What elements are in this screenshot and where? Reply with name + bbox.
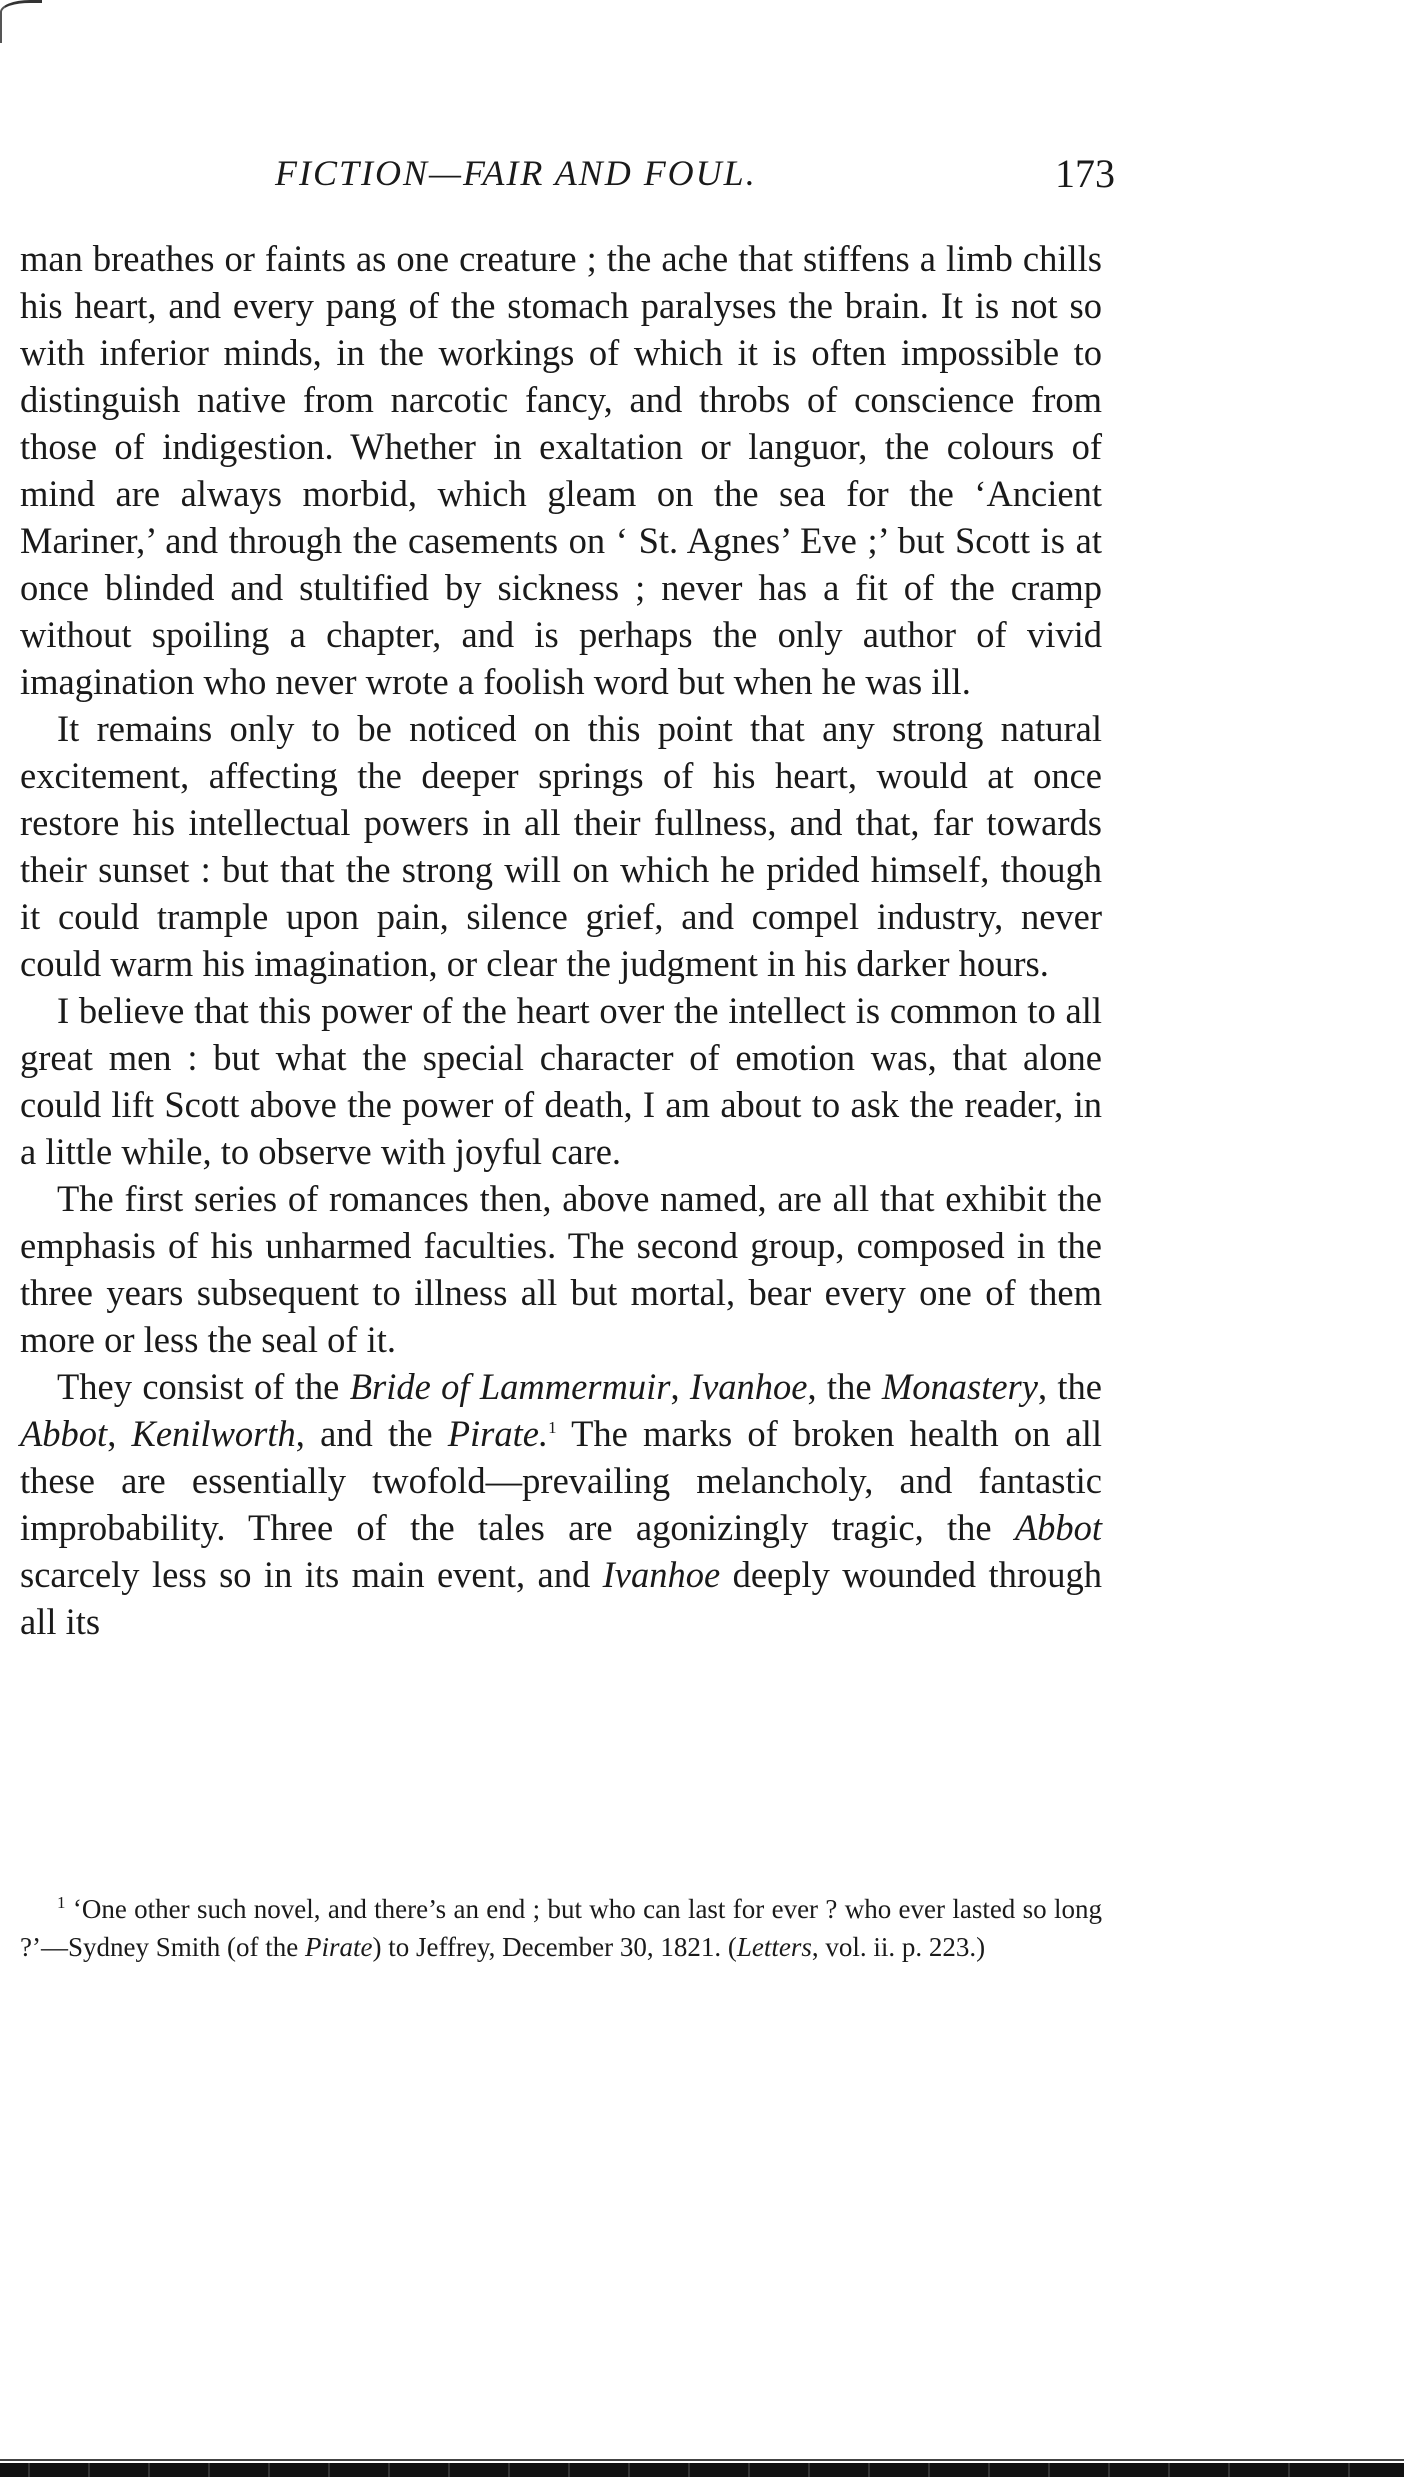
text-span: deeply wounded through all its	[20, 1554, 1102, 1642]
italic-title: Pirate	[304, 1932, 373, 1962]
paragraph-2: It remains only to be noticed on this point that any strong natural excitement, affecting the deeper springs of his heart, would at once restore his intellectual powers in all their fullness, and that, far towards their sunset : but that the strong will on which he prided himself, though it could trample upon pain, silence grief, and compel industry, never could warm his imagination, or clear the judgment in his darker hours.	[20, 708, 1102, 984]
text-span: ,	[670, 1366, 690, 1407]
bottom-edge-border	[0, 2463, 1404, 2477]
paragraph-4: The first series of romances then, above named, are all that exhibit the emphasis of his unharmed faculties. The second group, composed in the three years subsequent to illness all but mortal, bear every one of them more or less the seal of it.	[20, 1178, 1102, 1360]
italic-title: Letters	[736, 1932, 812, 1962]
paragraph-5	[20, 1363, 1102, 1645]
text-span: They consist of the	[57, 1366, 350, 1407]
bottom-edge-line	[0, 2459, 1404, 2461]
page-number: 173	[1055, 151, 1115, 196]
italic-title: Pirate.	[447, 1413, 549, 1454]
text-span: ,	[107, 1413, 132, 1454]
text-span: , and the	[295, 1413, 448, 1454]
italic-title: Kenilworth	[131, 1413, 296, 1454]
text-span: , the	[1037, 1366, 1103, 1407]
text-span: , vol. ii. p. 223.)	[811, 1932, 986, 1962]
footnotes	[20, 1890, 1102, 1966]
italic-title: Ivanhoe	[689, 1366, 808, 1407]
text-span: , the	[807, 1366, 882, 1407]
italic-title: Abbot	[1014, 1507, 1102, 1548]
text-span: The marks of broken health on all these are essentially twofold—prevailing melancholy, and fantastic improbability. Three of the tales are agonizingly tragic, the	[20, 1413, 1103, 1548]
italic-title: Ivanhoe	[602, 1554, 721, 1595]
footnote-1	[20, 1890, 1102, 1966]
footnote-marker: 1	[57, 1893, 66, 1912]
running-head: FICTION—FAIR AND FOUL.	[275, 153, 757, 193]
text-span: scarcely less so in its main event, and	[20, 1554, 603, 1595]
italic-title: Abbot	[20, 1413, 108, 1454]
paragraph-3: I believe that this power of the heart over the intellect is common to all great men : but what the special character of emotion was, that alone could lift Scott above the power of death, I am about to ask the reader, in a little while, to observe with joyful care.	[20, 990, 1102, 1172]
page-header	[20, 152, 1115, 202]
italic-title: Monastery	[881, 1366, 1038, 1407]
text-span: ) to Jeffrey, December 30, 1821. (	[372, 1932, 737, 1962]
page-corner-mark	[0, 0, 42, 43]
body-text	[20, 235, 1102, 1645]
paragraph-1: man breathes or faints as one creature ; the ache that stiffens a limb chills his heart, and every pang of the stomach paralyses the brain. It is not so with inferior minds, in the workings of which it is often impossible to distinguish native from narcotic fancy, and throbs of conscience from those of indigestion. Whether in exaltation or languor, the colours of mind are always morbid, which gleam on the sea for the ‘Ancient Mariner,’ and through the casements on ‘ St. Agnes’ Eve ;’ but Scott is at once blinded and stultified by sickness ; never has a fit of the cramp without spoiling a chapter, and is perhaps the only author of vivid imagination who never wrote a foolish word but when he was ill.	[20, 238, 1102, 702]
footnote-reference: 1	[548, 1417, 557, 1437]
italic-title: Bride of Lammermuir	[349, 1366, 671, 1407]
text-span: ‘One other such novel, and there’s an end ; but who can last for ever ? who ever lasted so long ?’—Sydney Smith (of the	[20, 1894, 1102, 1962]
